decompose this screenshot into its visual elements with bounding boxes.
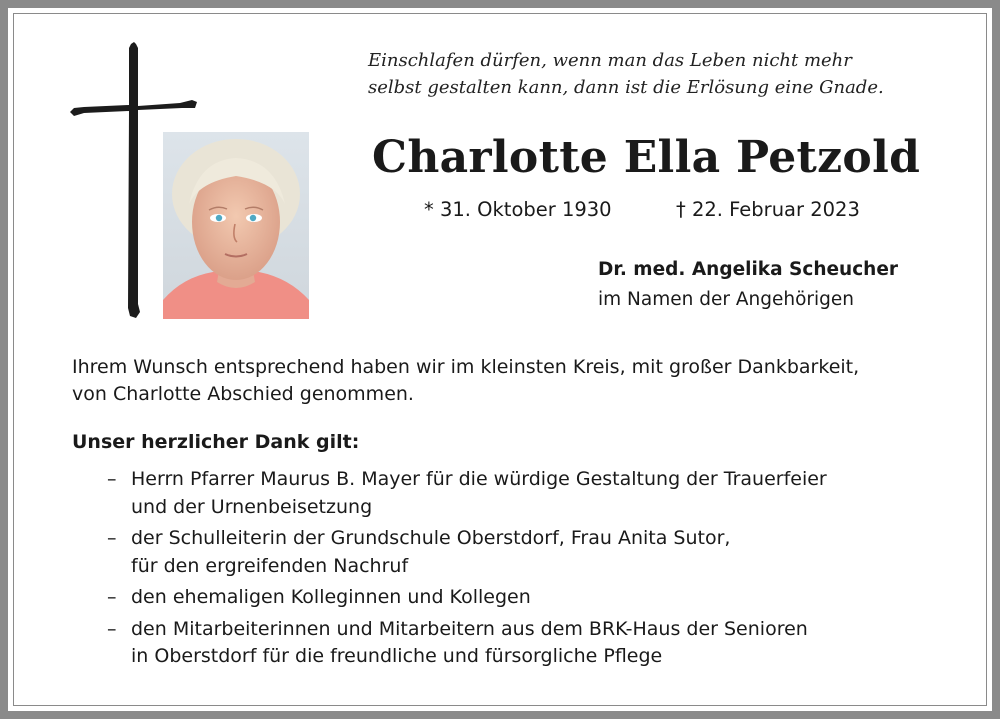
list-dash: – xyxy=(107,617,117,640)
thanks-item xyxy=(107,616,957,671)
thanks-item xyxy=(107,466,957,521)
thanks-item-line-2: in Oberstdorf für die freundliche und fürsorgliche Pflege xyxy=(131,645,663,667)
intro-line-1: Ihrem Wunsch entsprechend haben wir im kleinsten Kreis, mit großer Dankbarkeit, xyxy=(72,356,860,378)
thanks-item xyxy=(107,525,957,580)
quote-line-1: Einschlafen dürfen, wenn man das Leben nicht mehr xyxy=(368,50,852,71)
thanks-item-line-1: Herrn Pfarrer Maurus B. Mayer für die würdige Gestaltung der Trauerfeier xyxy=(131,468,827,490)
intro-line-2: von Charlotte Abschied genommen. xyxy=(72,383,414,405)
quote-line-2: selbst gestalten kann, dann ist die Erlösung eine Gnade. xyxy=(368,77,884,98)
thanks-list xyxy=(107,466,957,675)
signer-role: im Namen der Angehörigen xyxy=(598,289,854,310)
thanks-item-line-1: den Mitarbeiterinnen und Mitarbeitern aus dem BRK-Haus der Senioren xyxy=(131,617,808,640)
memorial-quote xyxy=(368,47,958,101)
thanks-item-line-1: der Schulleiterin der Grundschule Oberstdorf, Frau Anita Sutor, xyxy=(131,527,731,549)
thanks-item-line-2: und der Urnenbeisetzung xyxy=(131,495,373,518)
list-dash: – xyxy=(107,468,117,490)
thanks-item-line-2: für den ergreifenden Nachruf xyxy=(131,554,409,577)
deceased-name: Charlotte Ella Petzold xyxy=(372,132,921,183)
death-date: † 22. Februar 2023 xyxy=(676,198,860,221)
list-dash: – xyxy=(107,527,117,549)
thanks-item xyxy=(107,584,957,612)
intro-paragraph xyxy=(72,354,952,408)
birth-date: * 31. Oktober 1930 xyxy=(424,198,612,221)
thanks-heading: Unser herzlicher Dank gilt: xyxy=(72,431,360,453)
portrait-photo xyxy=(163,132,309,319)
signer-name: Dr. med. Angelika Scheucher xyxy=(598,259,899,280)
list-dash: – xyxy=(107,586,117,608)
thanks-item-line-1: den ehemaligen Kolleginnen und Kollegen xyxy=(131,586,531,608)
